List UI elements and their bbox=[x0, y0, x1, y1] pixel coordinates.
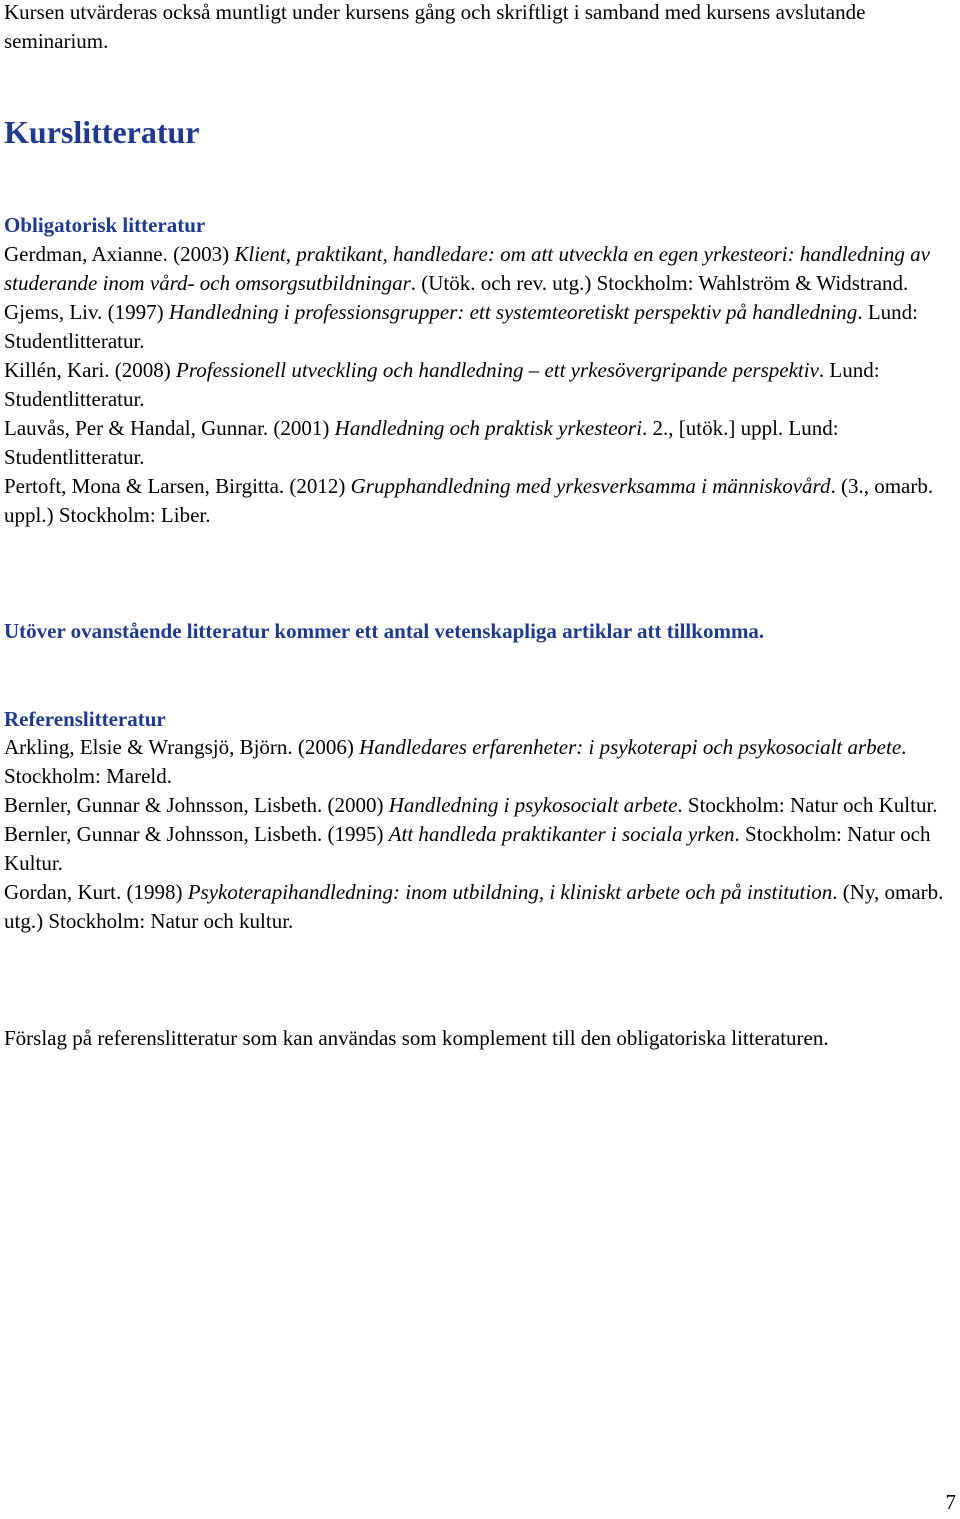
reference-item: Lauvås, Per & Handal, Gunnar. (2001) Handledning och praktisk yrkesteori. 2., [utök.] uppl. Lund: Studentlitteratur. bbox=[4, 416, 839, 469]
reference-item: Gordan, Kurt. (1998) Psykoterapihandledning: inom utbildning, i kliniskt arbete och på institution. (Ny, omarb. utg.) Stockholm: Natur och kultur. bbox=[4, 880, 944, 933]
reference-heading: Referenslitteratur bbox=[4, 707, 166, 731]
reference-item: Gerdman, Axianne. (2003) Klient, praktikant, handledare: om att utveckla en egen yrkesteori: handledning av studerande inom vård- och omsorgsutbildningar. (Utök. och rev. utg.) Stockholm: Wahlström & Widstrand. bbox=[4, 242, 930, 295]
articles-note: Utöver ovanstående litteratur kommer ett antal vetenskapliga artiklar att tillkomma. bbox=[4, 619, 765, 643]
reference-item: Bernler, Gunnar & Johnsson, Lisbeth. (2000) Handledning i psykosocialt arbete. Stockholm: Natur och Kultur. bbox=[4, 793, 938, 817]
reference-item: Gjems, Liv. (1997) Handledning i professionsgrupper: ett systemteoretiskt perspektiv på handledning. Lund: Studentlitteratur. bbox=[4, 300, 918, 353]
section-heading: Kurslitteratur bbox=[4, 114, 200, 150]
reference-title: Handledning i professionsgrupper: ett systemteoretiskt perspektiv på handledning bbox=[168, 300, 858, 324]
obligatory-reference-list bbox=[4, 240, 952, 530]
reference-item: Pertoft, Mona & Larsen, Birgitta. (2012) Grupphandledning med yrkesverksamma i människovård. (3., omarb. uppl.) Stockholm: Liber. bbox=[4, 474, 934, 527]
reference-title: Handledning i psykosocialt arbete bbox=[388, 793, 678, 817]
reference-title: Handledares erfarenheter: i psykoterapi och psykosocialt arbete bbox=[359, 735, 902, 759]
intro-paragraph: Kursen utvärderas också muntligt under kursens gång och skriftligt i samband med kursens avslutande seminarium. bbox=[4, 0, 866, 53]
reference-item: Killén, Kari. (2008) Professionell utveckling och handledning – ett yrkesövergripande perspektiv. Lund: Studentlitteratur. bbox=[4, 358, 880, 411]
reference-title: Psykoterapihandledning: inom utbildning, i kliniskt arbete och på institution bbox=[187, 880, 833, 904]
reference-item: Bernler, Gunnar & Johnsson, Lisbeth. (1995) Att handleda praktikanter i sociala yrken. Stockholm: Natur och Kultur. bbox=[4, 822, 931, 875]
obligatory-heading: Obligatorisk litteratur bbox=[4, 213, 206, 237]
reference-item: Arkling, Elsie & Wrangsjö, Björn. (2006) Handledares erfarenheter: i psykoterapi och psykosocialt arbete. Stockholm: Mareld. bbox=[4, 735, 907, 788]
page-number: 7 bbox=[945, 1490, 956, 1514]
reference-title: Klient, praktikant, handledare: om att utveckla en egen yrkesteori: handledning av studerande inom vård- och omsorgsutbildningar bbox=[4, 242, 930, 295]
reference-title: Grupphandledning med yrkesverksamma i människovård bbox=[350, 474, 831, 498]
reference-literature-list bbox=[4, 733, 952, 936]
closing-paragraph: Förslag på referenslitteratur som kan användas som komplement till den obligatoriska litteraturen. bbox=[4, 1026, 829, 1050]
reference-title: Att handleda praktikanter i sociala yrken bbox=[388, 822, 735, 846]
reference-title: Handledning och praktisk yrkesteori bbox=[334, 416, 643, 440]
reference-title: Professionell utveckling och handledning – ett yrkesövergripande perspektiv bbox=[176, 358, 819, 382]
